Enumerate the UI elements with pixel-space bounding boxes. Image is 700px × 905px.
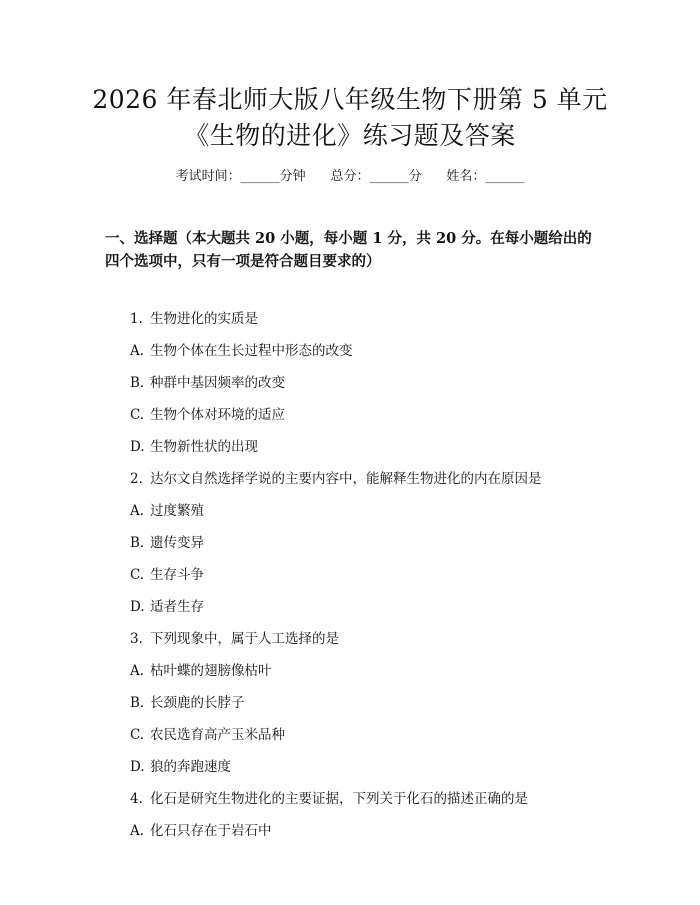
line-text: 适者生存 xyxy=(150,599,204,615)
line-text: 长颈鹿的长脖子 xyxy=(150,695,245,711)
line-marker: B. xyxy=(130,535,145,551)
option-1b xyxy=(130,373,285,393)
line-marker: A. xyxy=(130,823,145,839)
line-text: 农民选育高产玉米品种 xyxy=(150,727,285,743)
exam-info-row xyxy=(0,168,700,186)
line-text: 生物新性状的出现 xyxy=(150,439,258,455)
line-text: 生物进化的实质是 xyxy=(150,311,258,327)
line-text: 达尔文自然选择学说的主要内容中，能解释生物进化的内在原因是 xyxy=(150,471,542,487)
option-3a xyxy=(130,661,272,681)
line-text: 种群中基因频率的改变 xyxy=(150,375,285,391)
line-text: 狼的奔跑速度 xyxy=(150,759,231,775)
option-3c xyxy=(130,725,285,745)
time-unit: 分钟 xyxy=(279,169,306,184)
line-marker: C. xyxy=(130,727,145,743)
line-text: 化石是研究生物进化的主要证据，下列关于化石的描述正确的是 xyxy=(150,791,528,807)
line-marker: 1. xyxy=(130,311,143,327)
option-3d xyxy=(130,757,231,777)
document-title-line-2: 《生物的进化》练习题及答案 xyxy=(184,121,516,150)
line-marker: B. xyxy=(130,695,145,711)
question-1 xyxy=(130,309,258,329)
question-2 xyxy=(130,469,542,489)
line-text: 生存斗争 xyxy=(150,567,204,583)
line-marker: D. xyxy=(130,759,145,775)
option-1c xyxy=(130,405,285,425)
line-marker: B. xyxy=(130,375,145,391)
name-blank: ______ xyxy=(485,169,525,184)
line-text: 过度繁殖 xyxy=(150,503,204,519)
question-4 xyxy=(130,789,528,809)
question-3 xyxy=(130,629,339,649)
option-2c xyxy=(130,565,204,585)
line-text: 下列现象中，属于人工选择的是 xyxy=(150,631,339,647)
line-marker: A. xyxy=(130,343,145,359)
time-label: 考试时间： xyxy=(175,169,241,184)
section-heading: 一、选择题（本大题共 20 小题，每小题 1 分，共 20 分。在每小题给出的四个选项中，只有一项是符合题目要求的） xyxy=(105,230,592,270)
score-label: 总分： xyxy=(330,169,370,184)
option-3b xyxy=(130,693,245,713)
line-text: 枯叶蝶的翅膀像枯叶 xyxy=(150,663,272,679)
line-marker: C. xyxy=(130,407,145,423)
document-title-line-1: 2026 年春北师大版八年级生物下册第 5 单元 xyxy=(92,85,608,114)
option-2d xyxy=(130,597,204,617)
line-text: 遗传变异 xyxy=(150,535,204,551)
line-marker: D. xyxy=(130,439,145,455)
time-blank: ______ xyxy=(240,169,280,184)
line-text: 化石只存在于岩石中 xyxy=(150,823,272,839)
score-blank: ______ xyxy=(369,169,409,184)
line-marker: D. xyxy=(130,599,145,615)
line-marker: C. xyxy=(130,567,145,583)
option-2b xyxy=(130,533,204,553)
option-2a xyxy=(130,501,204,521)
line-marker: 2. xyxy=(130,471,143,487)
line-text: 生物个体对环境的适应 xyxy=(150,407,285,423)
option-4a xyxy=(130,821,272,841)
line-marker: A. xyxy=(130,503,145,519)
option-1a xyxy=(130,341,353,361)
line-marker: A. xyxy=(130,663,145,679)
score-unit: 分 xyxy=(408,169,422,184)
option-1d xyxy=(130,437,258,457)
line-marker: 4. xyxy=(130,791,143,807)
line-marker: 3. xyxy=(130,631,143,647)
line-text: 生物个体在生长过程中形态的改变 xyxy=(150,343,353,359)
name-label: 姓名： xyxy=(446,169,486,184)
